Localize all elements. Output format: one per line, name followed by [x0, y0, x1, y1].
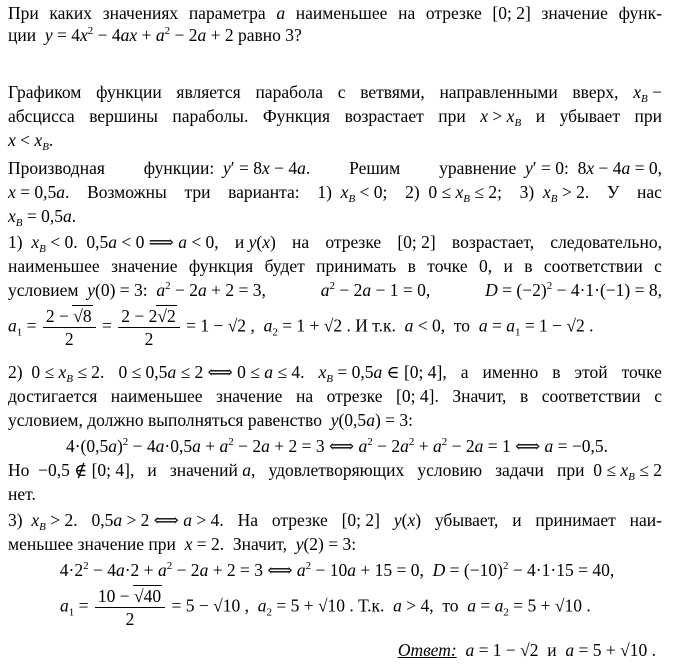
solution-p2-line-2: x = 0,5a. Возможны три варианта: 1) $x_B < 0$; 2) $0 \le x_B \le 2$; 3) $x_B > 2$. У нас	[8, 182, 662, 205]
solution-p2-line-1: Производная функции: y′ = 8x − 4a. Решим уравнение y′ = 0: 8x − 4a = 0,	[8, 158, 662, 178]
case2-line-4: Но −0,5 ∉ [0; 4], и значений a, удовлетворяющих условию задачи при $0 \le x_B \le 2$	[8, 460, 662, 483]
case2-line-5: нет.	[8, 484, 36, 504]
case1-roots: $a_1$ = $\frac{2 - √8}{2}$ = $\frac{2 - 2√2}{2}$ = 1 − √2 , $a_2 = 1 + √2$ . И т.к. a < 0, то $a = a_1 = 1 - √2$ .	[8, 306, 594, 349]
case1-line-3: условием y(0) = 3: $a^2 - 2a + 2 = 3$, $a^2 - 2a - 1 = 0$, $D = (-2)^2 - 4\cdot 1\cdot(-1) = 8$,	[8, 280, 662, 300]
problem-line-2: ции $y = 4x^2 - 4ax + a^2 - 2a + 2$ равно 3?	[8, 25, 302, 45]
answer-label: Ответ:	[397, 640, 457, 660]
case2-line-3: условием, должно выполняться равенство y(0,5a) = 3:	[8, 410, 413, 430]
solution-p2-line-3: $x_B = 0,5a$.	[8, 206, 77, 229]
case1-line-2: наименьшее значение функция будет принимать в точке 0, и в соответствии с	[8, 256, 662, 276]
case2-line-2: достигается наименьшее значение на отрезке [0; 4]. Значит, в соответствии с	[8, 386, 662, 406]
solution-p1-line-2: абсцисса вершины параболы. Функция возрастает при $x > x_B$ и убывает при	[8, 106, 662, 129]
problem-line-1: При каких значениях параметра a наименьшее на отрезке [0; 2] значение функ-	[8, 3, 662, 23]
case1-line-1: 1) $x_B < 0$. 0,5a < 0 ⟹ a < 0, и y(x) на отрезке [0; 2] возрастает, следовательно,	[8, 232, 662, 255]
case3-equation: $4\cdot 2^2 - 4a\cdot 2 + a^2 - 2a + 2 = 3$ ⟺ $a^2 - 10a + 15 = 0$, $D = (-10)^2 - 4\cdot 1\cdot 15 = 40$,	[59, 560, 615, 580]
case3-roots: $a_1$ = $\frac{10 - √40}{2}$ = 5 − √10 , $a_2 = 5 + √10$ . Т.к. a > 4, то $a = a_2 = 5 + √10$ .	[60, 586, 591, 629]
case3-line-1: 3) $x_B > 2$. 0,5a > 2 ⟺ a > 4. На отрезке [0; 2] y(x) убывает, и принимает наи-	[8, 510, 662, 533]
case3-line-2: меньшее значение при x = 2. Значит, y(2) = 3:	[8, 534, 357, 554]
case2-equation: $4\cdot(0,5a)^2 - 4a\cdot 0,5a + a^2 - 2a + 2 = 3$ ⟺ $a^2 - 2a^2 + a^2 - 2a = 1$ ⟺ a = −0,5.	[65, 436, 609, 456]
case2-line-1: 2) $0 \le x_B \le 2$. 0 ≤ 0,5a ≤ 2 ⟺ 0 ≤ a ≤ 4. $x_B = 0,5a$ ∈ [0; 4], а именно в этой точке	[8, 362, 662, 385]
answer-line: Ответ: a = 1 − √2 и a = 5 + √10 .	[397, 640, 656, 660]
solution-p1-line-3: $x < x_B$.	[8, 130, 54, 153]
solution-p1-line-1: Графиком функции является парабола с ветвями, направленными вверх, $x_B$ −	[8, 82, 662, 105]
